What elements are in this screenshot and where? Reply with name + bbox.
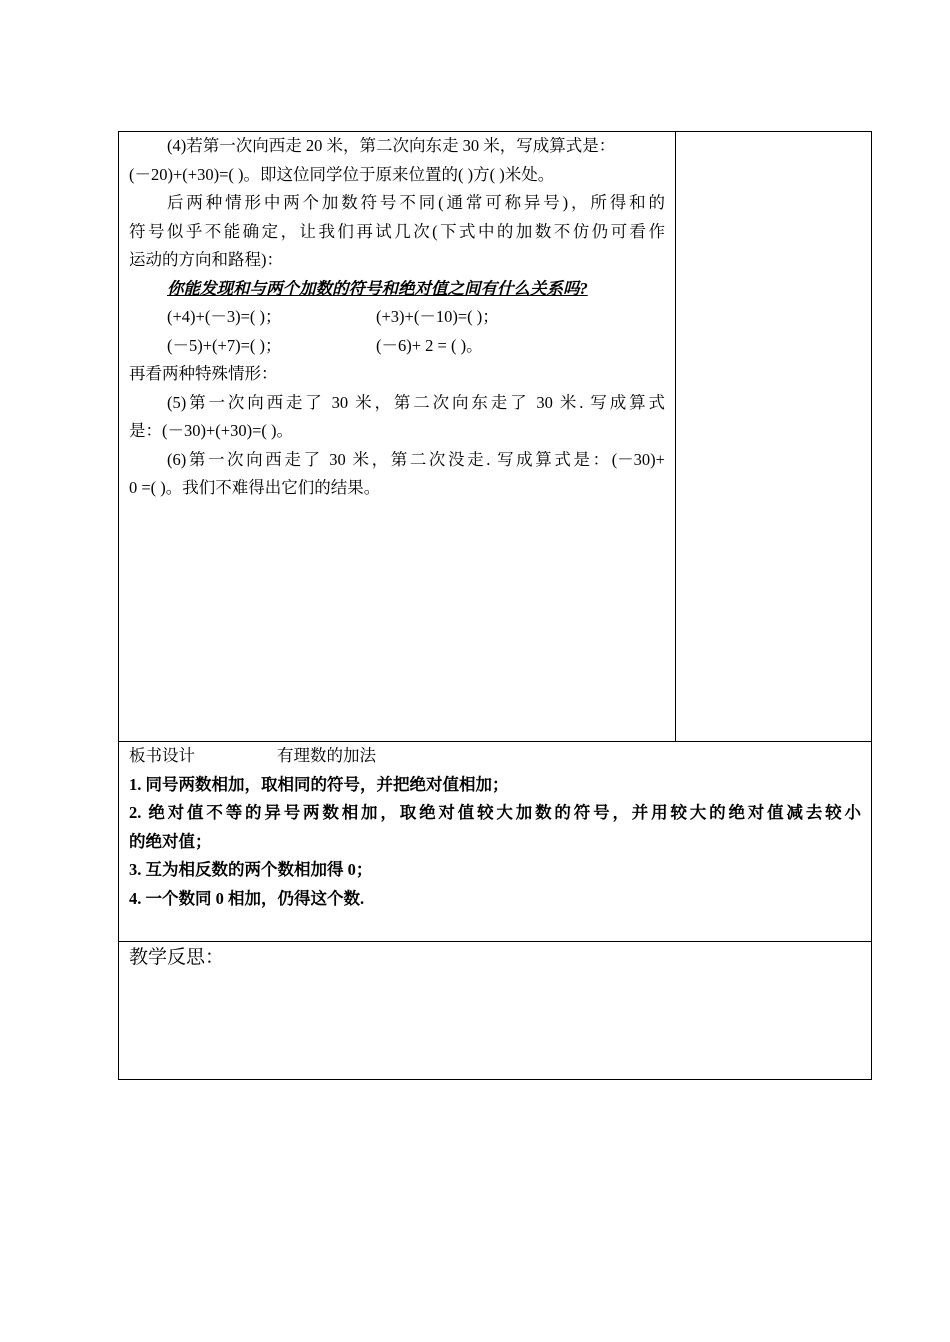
part5-line2: 是：(－30)+(+30)=( )。 — [129, 421, 294, 440]
board-design-cell — [129, 742, 861, 913]
part4-line1: (4)若第一次向西走 20 米，第二次向东走 30 米，写成算式是： — [167, 136, 616, 155]
board-rule-2-line1: 2. 绝对值不等的异号两数相加，取绝对值较大加数的符号，并用较大的绝对值减去较小 — [129, 803, 861, 822]
board-rule-4: 4. 一个数同 0 相加，仍得这个数. — [129, 888, 365, 908]
board-rule-3: 3. 互为相反数的两个数相加得 0； — [129, 860, 373, 879]
column-divider — [675, 131, 676, 741]
question-line — [129, 275, 665, 304]
part4-line2: (－20)+(+30)=( )。即这位同学位于原来位置的( )方( )米处。 — [129, 164, 555, 184]
reflection-label: 教学反思： — [129, 947, 225, 968]
intro-line3: 运动的方向和路程)： — [129, 250, 283, 269]
row-divider-2 — [118, 941, 872, 942]
part6-line2: 0 =( )。我们不难得出它们的结果。 — [129, 478, 381, 497]
special-intro: 再看两种特殊情形： — [129, 364, 278, 383]
exercise-row-2 — [129, 332, 665, 361]
exercise-1a: (+4)+(－3)=( )； — [167, 307, 282, 326]
question-text: 你能发现和与两个加数的符号和绝对值之间有什么关系吗? — [167, 278, 588, 298]
exercise-1b: (+3)+(－10)=( )； — [376, 307, 499, 326]
table-border-left — [118, 131, 119, 1080]
part5-line1: (5)第一次向西走了 30 米，第二次向东走了 30 米. 写成算式 — [167, 392, 665, 412]
reflection-cell — [129, 944, 861, 972]
intro-line1: 后两种情形中两个加数符号不同(通常可称异号)，所得和的 — [167, 193, 665, 212]
table-border-bottom — [118, 1079, 872, 1080]
lesson-table — [118, 131, 872, 1080]
board-label: 板书设计 — [129, 746, 195, 765]
exercise-2a: (－5)+(+7)=( )； — [167, 335, 282, 355]
board-title: 有理数的加法 — [277, 746, 376, 765]
exercise-2b: (－6)+ 2 = ( )。 — [376, 335, 483, 355]
intro-line2: 符号似乎不能确定，让我们再试几次(下式中的加数不仿仍可看作 — [129, 221, 665, 241]
board-rule-1: 1. 同号两数相加，取相同的符号，并把绝对值相加； — [129, 774, 509, 794]
part6-line1: (6)第一次向西走了 30 米，第二次没走. 写成算式是：(－30)+ — [167, 449, 665, 469]
exercise-row-1 — [129, 303, 665, 332]
board-header — [129, 742, 861, 771]
main-content-cell — [129, 132, 665, 503]
table-border-right — [871, 131, 872, 1080]
board-rule-2-line2: 的绝对值； — [129, 831, 212, 851]
